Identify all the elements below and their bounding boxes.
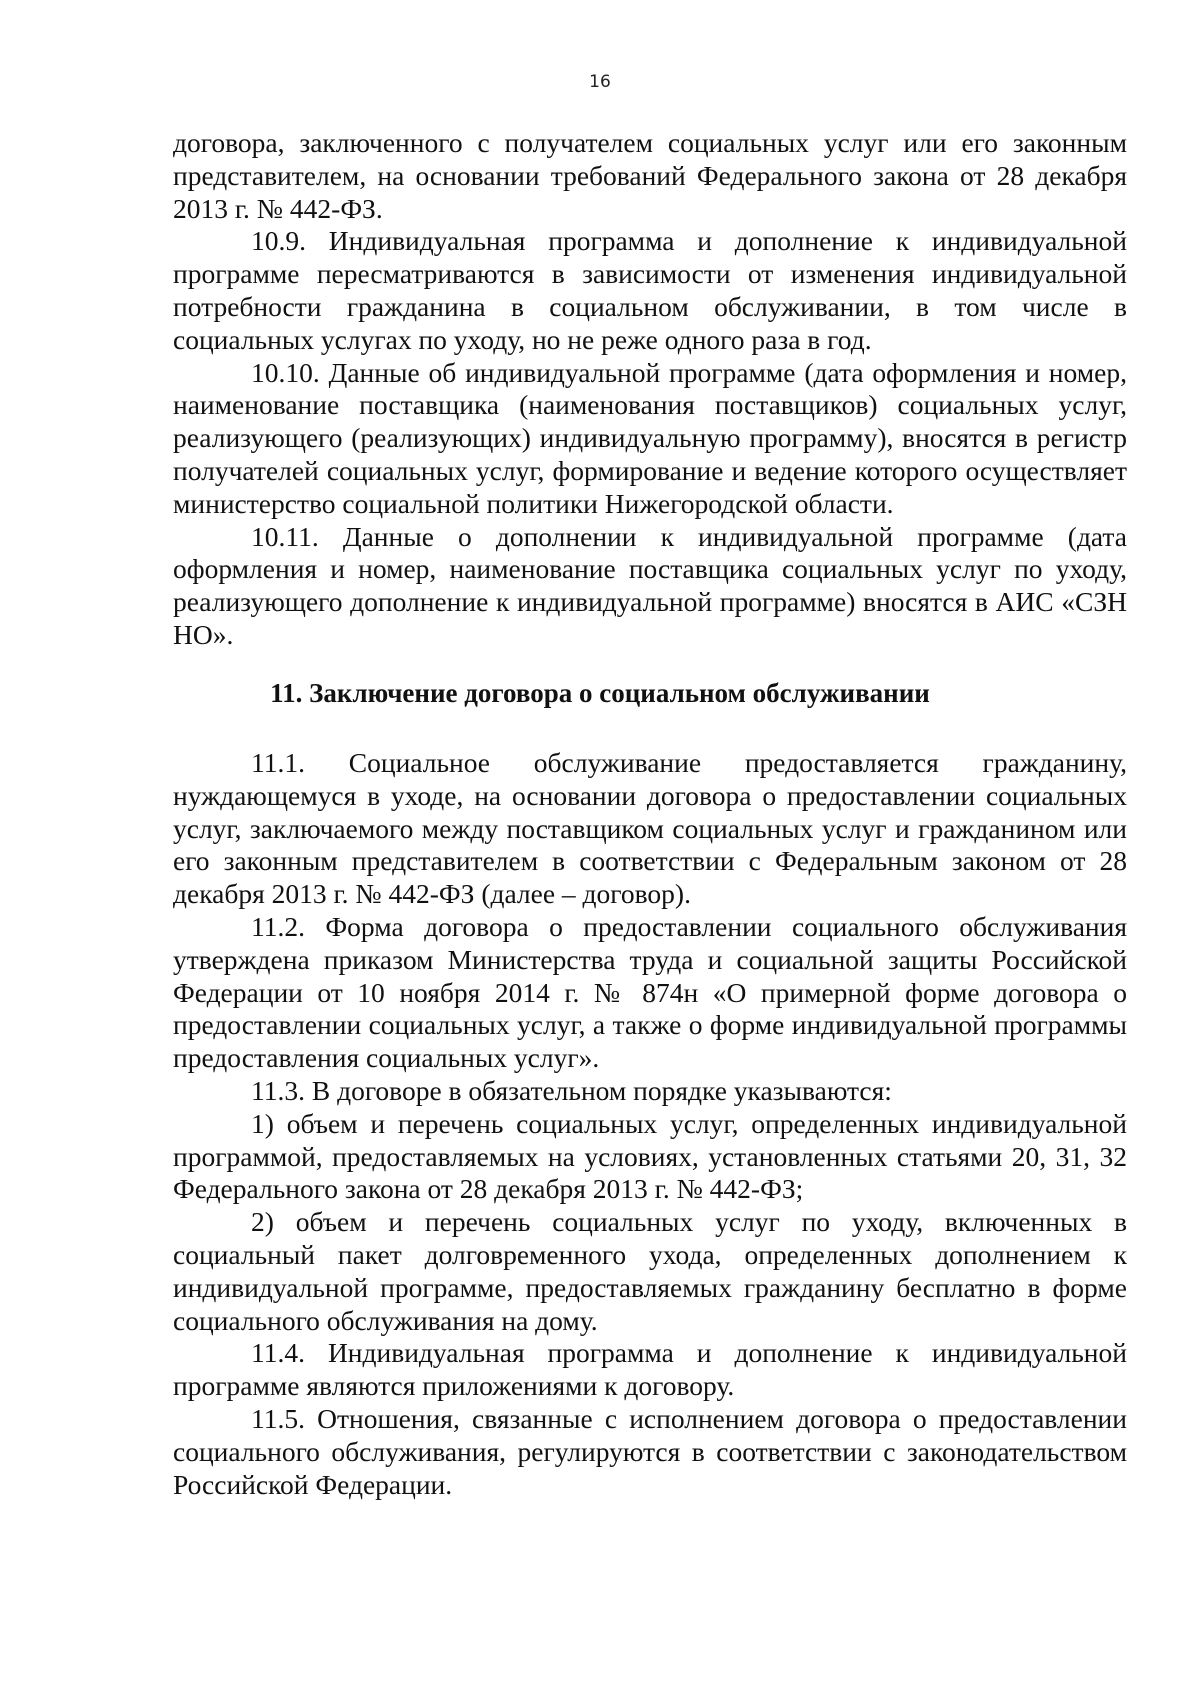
page-number: 16 — [589, 72, 611, 92]
section-10-continuation — [173, 127, 1127, 652]
paragraph-11-2: 11.2. Форма договора о предоставлении социального обслуживания утверждена приказом Министерства труда и социальной защиты Российской Федерации от 10 ноября 2014 г. № 874н «О примерной форме договора о предоставлении социальных услуг, а также о форме индивидуальной программы предоставления социальных услуг». — [173, 910, 1127, 1074]
paragraph-continuation: договора, заключенного с получателем социальных услуг или его законным представителем, на основании требований Федерального закона от 28 декабря 2013 г. № 442-ФЗ. — [173, 127, 1127, 224]
list-item-1: 1) объем и перечень социальных услуг, определенных индивидуальной программой, предоставляемых на условиях, установленных статьями 20, 31, 32 Федерального закона от 28 декабря 2013 г. № 442-ФЗ; — [173, 1107, 1127, 1205]
paragraph-11-1: 11.1. Социальное обслуживание предоставляется гражданину, нуждающемуся в уходе, на основании договора о предоставлении социальных услуг, заключаемого между поставщиком социальных услуг и гражданином или его законным представителем в соответствии с Федеральным законом от 28 декабря 2013 г. № 442-ФЗ (далее – договор). — [173, 747, 1127, 910]
paragraph-10-10: 10.10. Данные об индивидуальной программе (дата оформления и номер, наименование поставщика (наименования поставщиков) социальных услуг, реализующего (реализующих) индивидуальную программу), вносятся в регистр получателей социальных услуг, формирование и ведение которого осуществляет министерство социальной политики Нижегородской области. — [173, 356, 1127, 519]
paragraph-11-4: 11.4. Индивидуальная программа и дополнение к индивидуальной программе являются приложениями к договору. — [173, 1337, 1127, 1402]
paragraph-11-5: 11.5. Отношения, связанные с исполнением договора о предоставлении социального обслуживания, регулируются в соответствии с законодательством Российской Федерации. — [173, 1402, 1127, 1500]
paragraph-10-11: 10.11. Данные о дополнении к индивидуальной программе (дата оформления и номер, наименование поставщика социальных услуг по уходу, реализующего дополнение к индивидуальной программе) вносятся в АИС «СЗН НО». — [173, 520, 1127, 650]
paragraph-10-9: 10.9. Индивидуальная программа и дополнение к индивидуальной программе пересматриваются в зависимости от изменения индивидуальной потребности гражданина в социальном обслуживании, в том числе в социальных услугах по уходу, но не реже одного раза в год. — [173, 225, 1127, 355]
paragraph-11-3: 11.3. В договоре в обязательном порядке указываются: — [251, 1074, 892, 1106]
section-11-body — [173, 747, 1127, 1501]
list-item-2: 2) объем и перечень социальных услуг по уходу, включенных в социальный пакет долговременного ухода, определенных дополнением к индивидуальной программе, предоставляемых гражданину бесплатно в форме социального обслуживания на дому. — [173, 1206, 1127, 1336]
section-11-heading: 11. Заключение договора о социальном обслуживании — [270, 678, 930, 708]
